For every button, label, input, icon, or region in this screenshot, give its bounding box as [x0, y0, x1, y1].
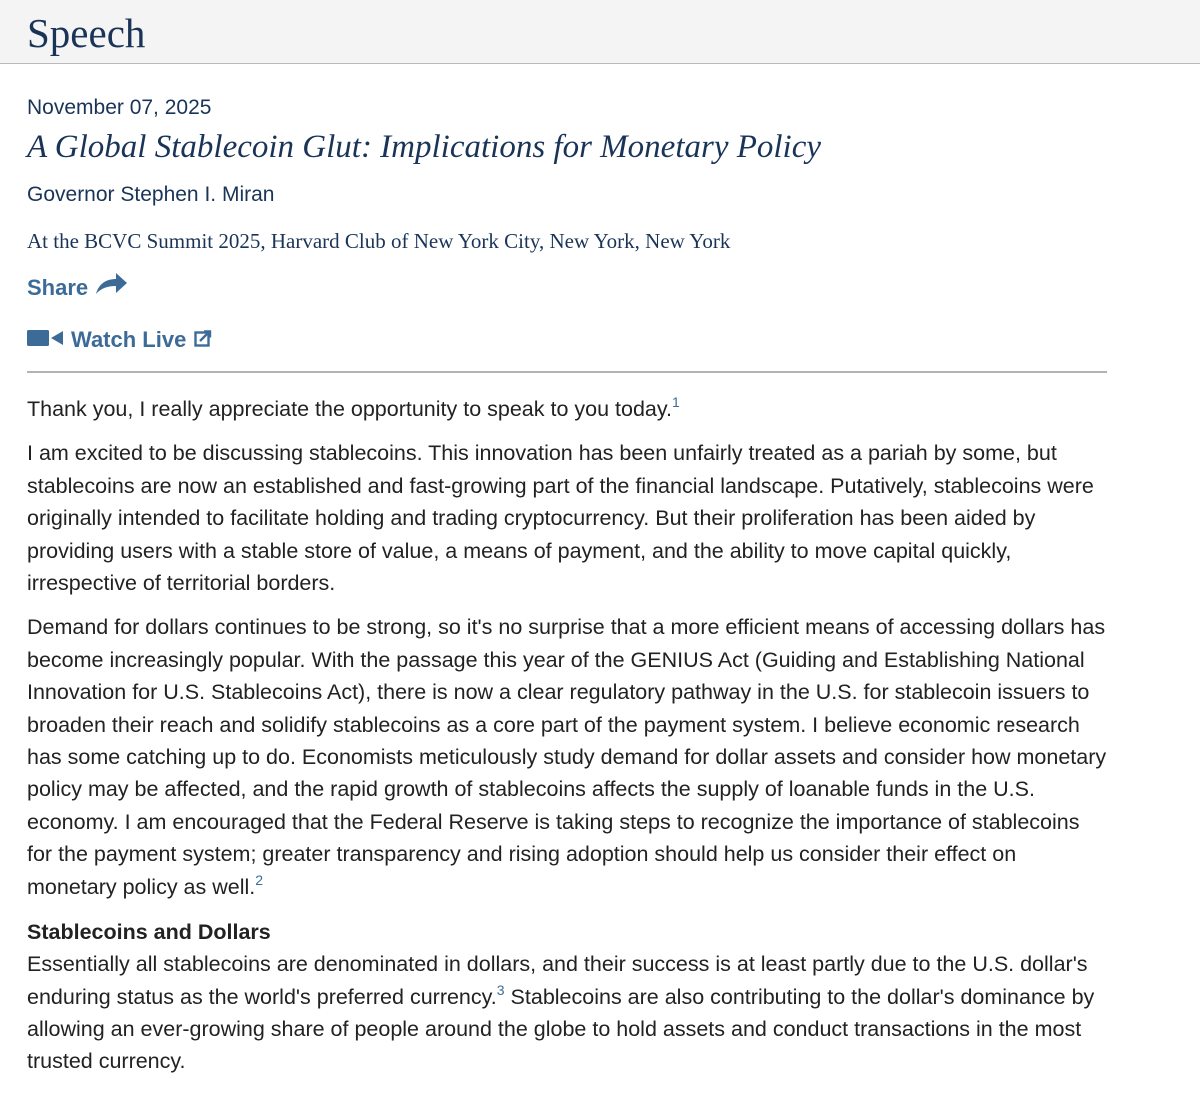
speech-title: A Global Stablecoin Glut: Implications for Monetary Policy — [27, 129, 822, 165]
section-heading: Stablecoins and Dollars — [27, 920, 271, 945]
header-title: Speech — [27, 10, 146, 56]
share-label: Share — [27, 275, 89, 300]
paragraph — [27, 611, 1107, 903]
watch-live-label: Watch Live — [71, 327, 187, 352]
page-header — [0, 0, 1200, 64]
content-divider — [27, 371, 1107, 373]
paragraph — [27, 948, 1107, 1078]
speech-date: November 07, 2025 — [27, 96, 212, 119]
share-button[interactable] — [27, 272, 1107, 304]
speech-body — [27, 393, 1107, 1078]
paragraph — [27, 393, 1107, 425]
paragraph-text: Thank you, I really appreciate the opportunity to speak to you today. — [27, 397, 672, 421]
share-arrow-icon — [94, 272, 128, 304]
external-link-icon — [194, 325, 212, 355]
paragraph-text: Essentially all stablecoins are denominated in dollars, and their success is at least partly due to the U.S. dollar's enduring status as the world's preferred currency. — [27, 952, 1088, 1009]
paragraph-text: Demand for dollars continues to be strong, so it's no surprise that a more efficient means of accessing dollars has become increasingly popular. With the passage this year of the GENIUS Act (Guiding and Establishing National Innovation for U.S. Stablecoins Act), there is now a clear regulatory pathway in the U.S. for stablecoin issuers to broaden their reach and solidify stablecoins as a core part of the payment system. I believe economic research has some catching up to do. Economists meticulously study demand for dollar assets and consider how monetary policy may be affected, and the rapid growth of stablecoins affects the supply of loanable funds in the U.S. economy. I am encouraged that the Federal Reserve is taking steps to recognize the importance of stablecoins for the payment system; greater transparency and rising adoption should help us consider their effect on monetary policy as well. — [27, 615, 1107, 899]
speech-venue: At the BCVC Summit 2025, Harvard Club of New York City, New York, New York — [27, 229, 731, 253]
footnote-link-1[interactable]: 1 — [672, 394, 680, 410]
speech-content — [27, 93, 1107, 1078]
speaker-link[interactable]: Governor Stephen I. Miran — [27, 183, 275, 206]
footnote-link-3[interactable]: 3 — [496, 981, 505, 998]
paragraph-text: Stablecoins are also contributing to the dollar's dominance by allowing an ever-growing share of people around the globe to hold assets and conduct transactions in the most trusted currency. — [27, 984, 1095, 1074]
video-camera-icon — [27, 325, 65, 355]
footnote-link-2[interactable]: 2 — [255, 871, 264, 888]
paragraph: I am excited to be discussing stablecoins. This innovation has been unfairly treated as a pariah by some, but stablecoins are now an established and fast-growing part of the financial landscape. Putatively, stablecoins were originally intended to facilitate holding and trading cryptocurrency. But their proliferation has been aided by providing users with a stable store of value, a means of payment, and the ability to move capital quickly, irrespective of territorial borders. — [27, 441, 1094, 596]
watch-live-button[interactable] — [27, 325, 1107, 355]
